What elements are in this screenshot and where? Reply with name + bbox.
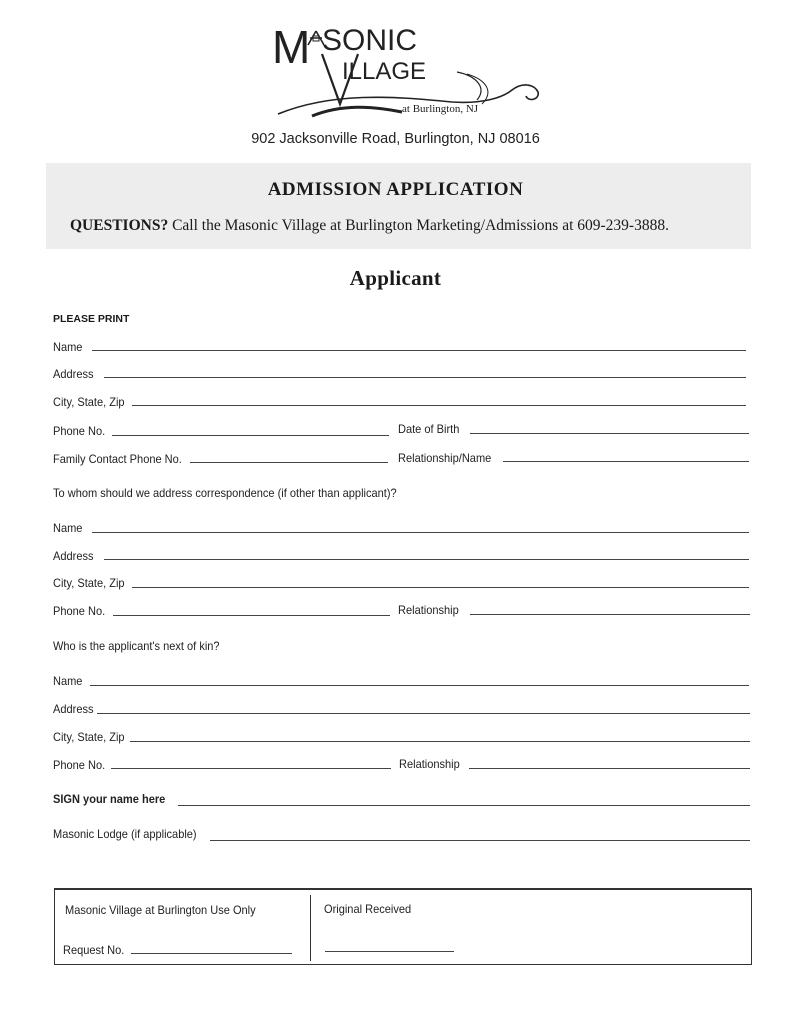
next-of-kin-question: Who is the applicant's next of kin?	[53, 639, 220, 653]
logo-subtitle: at Burlington, NJ	[402, 103, 479, 115]
questions-contact-line	[70, 217, 669, 235]
form-title: ADMISSION APPLICATION	[267, 179, 524, 200]
request-no-label: Request No.	[63, 943, 125, 957]
request-no-field[interactable]	[131, 953, 292, 954]
square-compass-icon	[306, 30, 326, 53]
kin-city-label: City, State, Zip	[53, 730, 125, 744]
questions-label: QUESTIONS?	[70, 217, 169, 234]
corr-relationship-label: Relationship	[398, 603, 459, 617]
kin-phone-label: Phone No.	[53, 758, 106, 772]
office-use-only-label: Masonic Village at Burlington Use Only	[65, 903, 256, 917]
masonic-lodge-field[interactable]	[210, 840, 750, 841]
correspondence-question: To whom should we address correspondence (if other than applicant)?	[53, 486, 397, 500]
signature-field[interactable]	[178, 805, 750, 806]
section-title: Applicant	[349, 266, 442, 290]
corr-name-label: Name	[53, 521, 83, 535]
logo-word-village: ILLAGE	[342, 58, 427, 85]
corr-city-label: City, State, Zip	[53, 576, 125, 590]
applicant-city-field[interactable]	[132, 405, 746, 406]
corr-address-field[interactable]	[104, 559, 749, 560]
office-use-divider	[310, 895, 311, 961]
original-received-field[interactable]	[325, 951, 454, 952]
applicant-phone-label: Phone No.	[53, 424, 106, 438]
kin-address-label: Address	[53, 702, 94, 716]
please-print-label: PLEASE PRINT	[53, 313, 130, 325]
applicant-address-label: Address	[53, 367, 94, 381]
kin-address-field[interactable]	[97, 713, 750, 714]
applicant-name-field[interactable]	[92, 350, 746, 351]
header-banner	[46, 163, 751, 249]
family-phone-field[interactable]	[190, 462, 388, 463]
masonic-lodge-label: Masonic Lodge (if applicable)	[53, 827, 197, 841]
logo-word-sonic: SONIC	[322, 24, 418, 57]
applicant-dob-label: Date of Birth	[398, 422, 460, 436]
corr-name-field[interactable]	[92, 532, 749, 533]
kin-phone-field[interactable]	[111, 768, 391, 769]
family-phone-label: Family Contact Phone No.	[53, 452, 182, 466]
corr-phone-field[interactable]	[113, 615, 390, 616]
logo-letter-m: M	[272, 21, 311, 73]
corr-city-field[interactable]	[132, 587, 749, 588]
corr-address-label: Address	[53, 549, 94, 563]
relationship-name-label: Relationship/Name	[398, 451, 492, 465]
masonic-village-logo	[272, 22, 544, 122]
questions-text: Call the Masonic Village at Burlington Marketing/Admissions at 609-239-3888.	[168, 217, 669, 234]
organization-address: 902 Jacksonville Road, Burlington, NJ 08016	[251, 131, 540, 147]
applicant-name-label: Name	[53, 340, 83, 354]
applicant-phone-field[interactable]	[112, 435, 389, 436]
corr-phone-label: Phone No.	[53, 604, 106, 618]
kin-city-field[interactable]	[130, 741, 750, 742]
applicant-city-label: City, State, Zip	[53, 395, 125, 409]
applicant-address-field[interactable]	[104, 377, 746, 378]
relationship-name-field[interactable]	[503, 461, 749, 462]
original-received-label: Original Received	[324, 902, 412, 916]
applicant-dob-field[interactable]	[470, 433, 749, 434]
kin-name-label: Name	[53, 674, 83, 688]
corr-relationship-field[interactable]	[470, 614, 750, 615]
kin-name-field[interactable]	[90, 685, 749, 686]
kin-relationship-label: Relationship	[399, 757, 460, 771]
signature-label: SIGN your name here	[53, 792, 166, 806]
kin-relationship-field[interactable]	[469, 768, 750, 769]
